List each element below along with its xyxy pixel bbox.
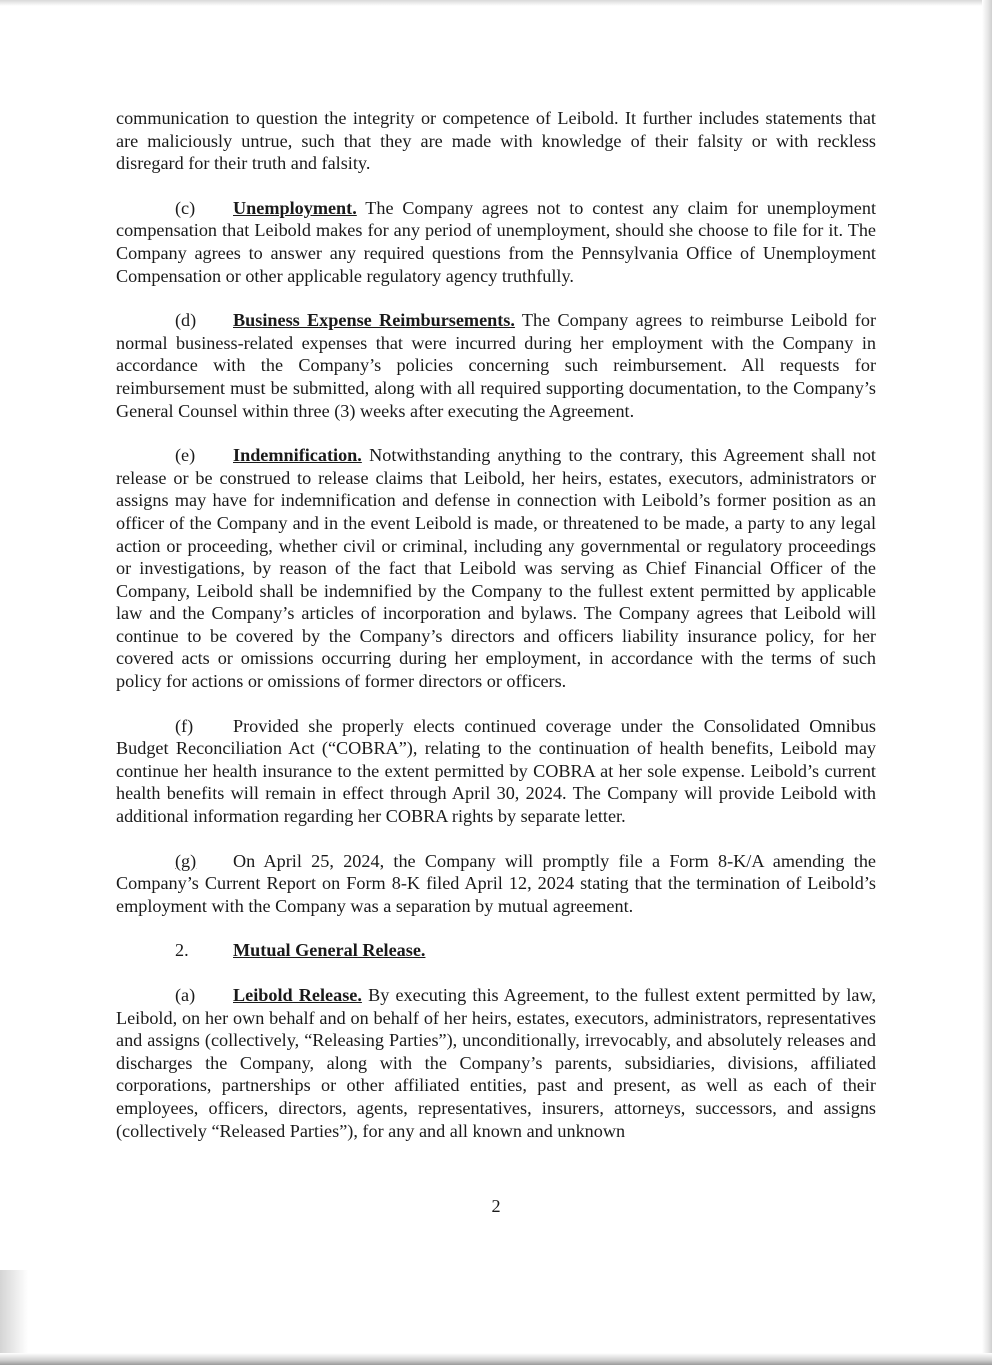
scan-edge-top — [0, 0, 992, 6]
paragraph-c-text: The Company agrees not to contest any claim for unemployment compensation that Leibold makes for any period of unemployment, should she choose to file for it. The Company agrees to answer any required questions from the Pennsylvania Office of Unemployment Compensation or other applicable regulatory agency truthfully. — [116, 197, 876, 286]
paragraph-f-mark: (f) — [175, 715, 194, 736]
paragraph-c-heading: Unemployment. — [233, 197, 357, 218]
document-page — [116, 107, 876, 1164]
scan-edge-right — [982, 0, 992, 1365]
paragraph-2a-text: By executing this Agreement, to the fullest extent permitted by law, Leibold, on her own behalf and on behalf of her heirs, estates, executors, administrators, representatives and assigns (collectively, “Releasing Parties”), unconditionally, irrevocably, and absolutely releases and discharges the Company, along with the Company’s parents, subsidiaries, divisions, affiliated corporations, partnerships or other affiliated entities, past and present, as well as each of their employees, officers, directors, agents, representatives, insurers, attorneys, successors, and assigns (collectively “Released Parties”), for any and all known and unknown — [116, 985, 876, 1141]
paragraph-e-indemnification — [116, 444, 876, 693]
paragraph-g-mark: (g) — [175, 850, 197, 871]
paragraph-g-text: On April 25, 2024, the Company will promptly file a Form 8-K/A amending the Company’s Current Report on Form 8-K filed April 12, 2024 stating that the termination of Leibold’s employment with the Company was a separation by mutual agreement. — [116, 850, 876, 916]
paragraph-f-cobra — [116, 715, 876, 828]
paragraph-g-form-8k — [116, 850, 876, 918]
paragraph-2a-leibold-release — [116, 984, 876, 1142]
paragraph-f-text: Provided she properly elects continued coverage under the Consolidated Omnibus Budget Reconciliation Act (“COBRA”), relating to the continuation of health benefits, Leibold may continue her health insurance to the extent permitted by COBRA at her sole expense. Leibold’s current health benefits will remain in effect through April 30, 2024. The Company will provide Leibold with additional information regarding her COBRA rights by separate letter. — [116, 715, 876, 827]
section-2-title: Mutual General Release. — [233, 940, 426, 961]
paragraph-e-heading: Indemnification. — [233, 445, 362, 466]
paragraph-d-heading: Business Expense Reimbursements. — [233, 310, 515, 331]
paragraph-d-business-expense — [116, 309, 876, 422]
paragraph-c-unemployment — [116, 197, 876, 287]
paragraph-e-text: Notwithstanding anything to the contrary, this Agreement shall not release or be construed to release claims that Leibold, her heirs, estates, executors, administrators or assigns may have for indemnification and defense in connection with Leibold’s former position as an officer of the Company and in the event Leibold is made, or threatened to be made, a party to any legal action or proceeding, whether civil or criminal, including any governmental or regulatory proceedings or investigations, by reason of the fact that Leibold was serving as Chief Financial Officer of the Company, Leibold shall be indemnified by the Company to the fullest extent permitted by applicable law and the Company’s articles of incorporation and bylaws. The Company agrees that Leibold will continue to be covered by the Company’s directors and officers liability insurance policy, for her covered acts or omissions occurring during her employment, in accordance with the terms of such policy for actions or omissions of former directors or officers. — [116, 445, 876, 692]
paragraph-e-mark: (e) — [175, 445, 196, 466]
paragraph-d-mark: (d) — [175, 310, 197, 331]
paragraph-c-mark: (c) — [175, 197, 196, 218]
paragraph-2a-mark: (a) — [175, 985, 196, 1005]
section-2-heading — [116, 939, 876, 962]
scan-edge-bottom — [0, 1353, 992, 1365]
page-number: 2 — [491, 1196, 501, 1216]
paragraph-2a-heading: Leibold Release. — [233, 985, 362, 1005]
scan-edge-left — [0, 1270, 28, 1365]
paragraph-d-text: The Company agrees to reimburse Leibold for normal business-related expenses that were incurred during her employment with the Company in accordance with the Company’s policies concerning such reimbursement. All requests for reimbursement must be submitted, along with all required supporting documentation, to the Company’s General Counsel within three (3) weeks after executing the Agreement. — [116, 310, 876, 421]
intro-paragraph: communication to question the integrity or competence of Leibold. It further includes statements that are maliciously untrue, such that they are made with knowledge of their falsity or with reckless disregard for their truth and falsity. — [116, 108, 876, 174]
section-2-number: 2. — [175, 940, 189, 961]
